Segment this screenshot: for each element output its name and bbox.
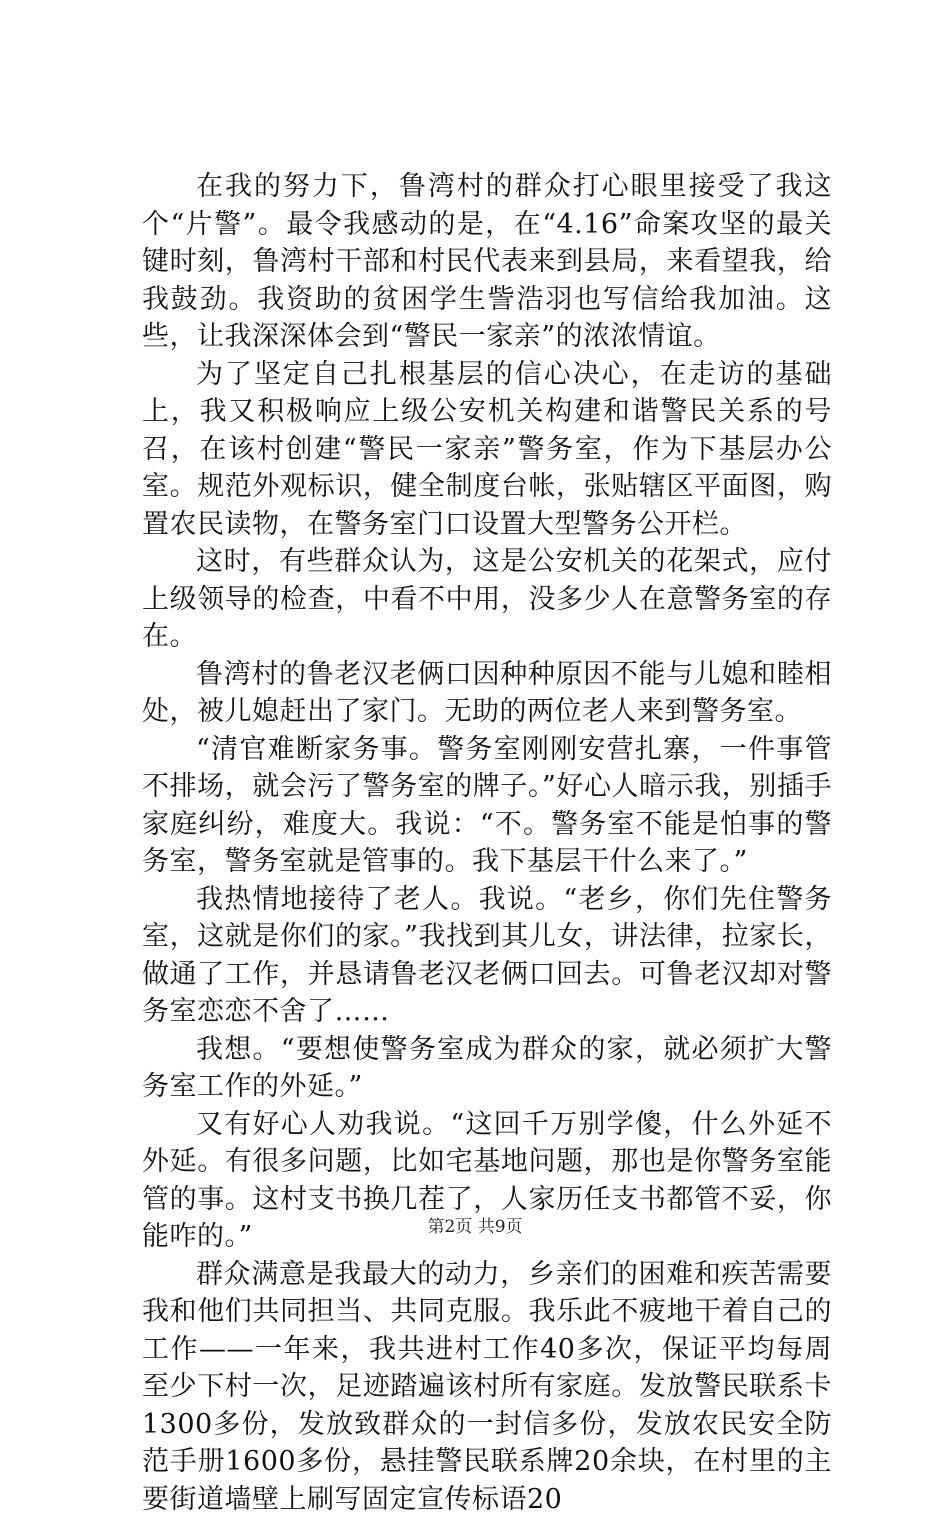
paragraph: 群众满意是我最大的动力，乡亲们的困难和疾苦需要我和他们共同担当、共同克服。我乐此不疲地干着自己的工作——一年来，我共进村工作40多次，保证平均每周至少下村一次，足迹踏遍该村所有家庭。发放警民联系卡1300多份，发放致群众的一封信多份，发放农民安全防范手册1600多份，悬挂警民联系牌20余块，在村里的主要街道墙壁上刷写固定宣传标语20 <box>142 1256 832 1518</box>
paragraph: 我想。“要想使警务室成为群众的家，就必须扩大警务室工作的外延。” <box>142 1031 832 1106</box>
paragraph: 鲁湾村的鲁老汉老俩口因种种原因不能与儿媳和睦相处，被儿媳赶出了家门。无助的两位老人来到警务室。 <box>142 656 832 731</box>
document-body <box>142 168 832 1518</box>
paragraph: 在我的努力下，鲁湾村的群众打心眼里接受了我这个“片警”。最令我感动的是，在“4.16”命案攻坚的最关键时刻，鲁湾村干部和村民代表来到县局，来看望我，给我鼓劲。我资助的贫困学生訾浩羽也写信给我加油。这些，让我深深体会到“警民一家亲”的浓浓情谊。 <box>142 168 832 356</box>
paragraph: “清官难断家务事。警务室刚刚安营扎寨，一件事管不排场，就会污了警务室的牌子。”好心人暗示我，别插手家庭纠纷，难度大。我说：“不。警务室不能是怕事的警务室，警务室就是管事的。我下基层干什么来了。” <box>142 731 832 881</box>
paragraph: 为了坚定自己扎根基层的信心决心，在走访的基础上，我又积极响应上级公安机关构建和谐警民关系的号召，在该村创建“警民一家亲”警务室，作为下基层办公室。规范外观标识，健全制度台帐，张贴辖区平面图，购置农民读物，在警务室门口设置大型警务公开栏。 <box>142 356 832 544</box>
paragraph: 又有好心人劝我说。“这回千万别学傻，什么外延不外延。有很多问题，比如宅基地问题，那也是你警务室能管的事。这村支书换几茬了，人家历任支书都管不妥，你能咋的。” <box>142 1106 832 1256</box>
page-number-footer: 第2页 共9页 <box>0 1212 950 1237</box>
paragraph: 我热情地接待了老人。我说。“老乡，你们先住警务室，这就是你们的家。”我找到其儿女，讲法律，拉家长，做通了工作，并恳请鲁老汉老俩口回去。可鲁老汉却对警务室恋恋不舍了…… <box>142 881 832 1031</box>
paragraph: 这时，有些群众认为，这是公安机关的花架式，应付上级领导的检查，中看不中用，没多少人在意警务室的存在。 <box>142 543 832 656</box>
